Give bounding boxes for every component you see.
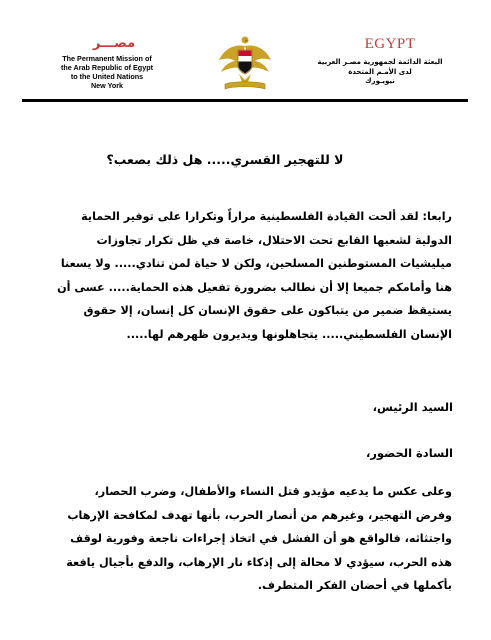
mission-en-line: the Arab Republic of Egypt xyxy=(61,63,153,72)
salutation-attendees: السادة الحضور، xyxy=(365,446,453,460)
paragraph-1 xyxy=(40,205,452,346)
header-divider xyxy=(22,99,468,102)
paragraph-line: الدولية لشعبها القابع تحت الاحتلال، خاصة في ظل تكرار تجاوزات xyxy=(96,233,452,247)
mission-ar-line: البعثة الدائمة لجمهورية مصـر العربية xyxy=(317,58,443,66)
mission-ar-line: لدى الأمـم المتحدة xyxy=(348,67,412,76)
paragraph-line: وفرض التهجير، وغيرهم من أنصار الحرب، بأنها تهدف لمكافحة الإرهاب xyxy=(67,508,452,522)
document-title: لا للتهجير القسري..... هل ذلك بصعب؟ xyxy=(106,152,344,167)
mission-en-line: New York xyxy=(90,81,124,90)
paragraph-line: يستيقظ ضمير من يتباكون على حقوق الإنسان كل إنسان، إلا حقوق xyxy=(83,304,452,317)
paragraph-line: هذه الحرب، سيؤدي لا محالة إلى إذكاء نار الإرهاب، والدفع بأجيال يافعة xyxy=(66,555,452,569)
mission-en-line: The Permanent Mission of xyxy=(62,54,152,63)
paragraph-2 xyxy=(40,480,452,598)
eagle-emblem-icon xyxy=(215,34,275,92)
arabic-country-name: مصـــر xyxy=(92,36,136,51)
mission-ar-line: نيويـورك xyxy=(365,77,395,85)
mission-en-line: to the United Nations xyxy=(70,72,144,81)
paragraph-line: الإنسان الفلسطيني..... يتجاهلونها ويديرون ظهرهم لها..... xyxy=(126,327,452,341)
paragraph-line: رابعا: لقد ألحت القيادة الفلسطينية مراراً وتكرارا على توفير الحماية xyxy=(81,210,452,223)
salutation-president: السيد الرئيس، xyxy=(372,400,453,414)
paragraph-line: بأكملها في أحضان الفكر المتطرف. xyxy=(257,579,452,592)
letterhead xyxy=(0,0,491,100)
paragraph-line: هنا وأمامكم جميعا إلا أن نطالب بضرورة تفعيل هذه الحماية..... عسى أن xyxy=(57,280,452,294)
paragraph-line: وعلى عكس ما يدعيه مؤيدو قتل النساء والأطفال، وضرب الحصار، xyxy=(94,485,452,498)
paragraph-line: ميليشيات المستوطنين المسلحين، ولكن لا حياة لمن تنادي..... ولا يسعنا xyxy=(60,257,452,270)
english-country-name: EGYPT xyxy=(364,36,416,52)
mission-name-english xyxy=(22,54,192,90)
paragraph-line: واجتثاثه، فالواقع هو أن الفشل في اتخاذ إجراءات ناجعة وفورية لوقف xyxy=(70,532,452,545)
mission-name-arabic xyxy=(310,58,450,87)
